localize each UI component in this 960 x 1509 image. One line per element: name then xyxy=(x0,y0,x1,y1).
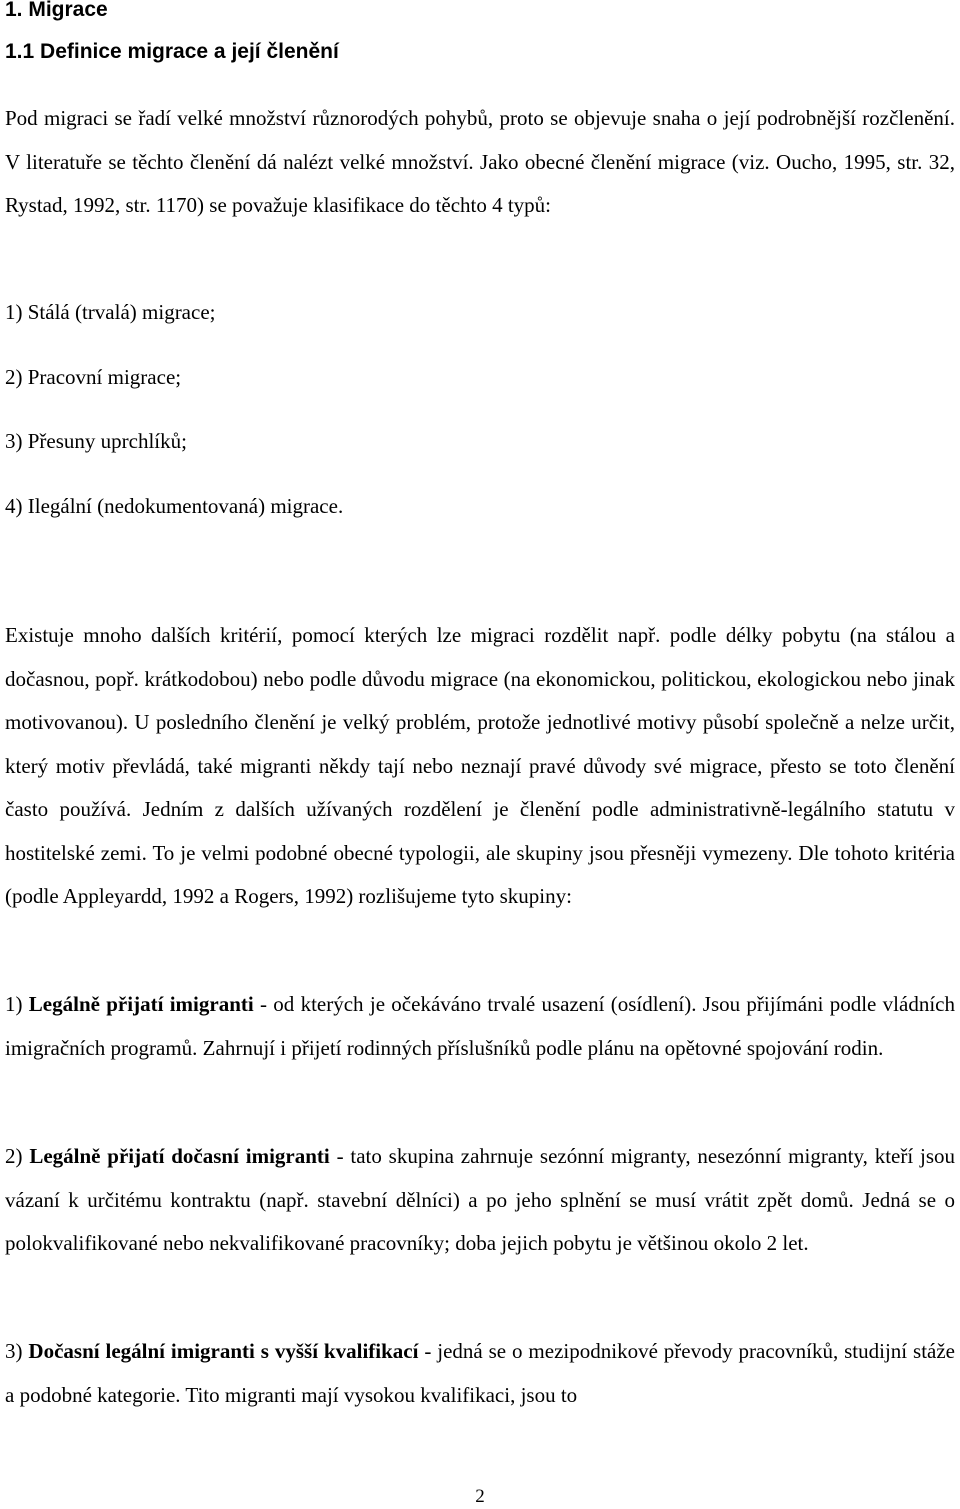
group-term: Legálně přijatí imigranti xyxy=(28,992,254,1016)
group-text: - tato skupina zahrnuje sezónní migranty, nesezónní migranty, kteří jsou vázaní k určitému kontraktu (např. stavební dělníci) a po jeho splnění se musí vrátit zpět domů. Jedná se o polokvalifikované nebo nekvalifikované pracovníky; doba jejich pobytu je většinou okolo 2 let. xyxy=(5,1144,955,1255)
criteria-paragraph: Existuje mnoho dalších kritérií, pomocí kterých lze migraci rozdělit např. podle délky pobytu (na stálou a dočasnou, popř. krátkodobou) nebo podle důvodu migrace (na ekonomickou, politickou, ekologickou nebo jinak motivovanou). U posledního členění je velký problém, protože jednotlivé motivy působí společně a nelze určit, který motiv převládá, také migranti někdy tají nebo neznají pravé důvody své migrace, přesto se toto členění často používá. Jedním z dalších užívaných rozdělení je členění podle administrativně-legálního statutu v hostitelské zemi. To je velmi podobné obecné typologii, ale skupiny jsou přesněji vymezeny. Dle tohoto kritéria (podle Appleyardd, 1992 a Rogers, 1992) rozlišujeme tyto skupiny: xyxy=(5,623,955,908)
list-item: 2) Pracovní migrace; xyxy=(5,365,182,389)
section-heading: 1.1 Definice migrace a její členění xyxy=(5,40,339,63)
intro-paragraph: Pod migraci se řadí velké množství různorodých pohybů, proto se objevuje snaha o její podrobnější rozčlenění. V literatuře se těchto členění dá nalézt velké množství. Jako obecné členění migrace (viz. Oucho, 1995, str. 32, Rystad, 1992, str. 1170) se považuje klasifikace do těchto 4 typů: xyxy=(5,106,955,217)
group-number: 2) xyxy=(5,1144,30,1168)
group-text: - od kterých je očekáváno trvalé usazení (osídlení). Jsou přijímáni podle vládních imigračních programů. Zahrnují i přijetí rodinných příslušníků podle plánu na opětovné spojování rodin. xyxy=(5,992,955,1060)
group-paragraph-3 xyxy=(5,1330,955,1417)
group-term: Dočasní legální imigranti s vyšší kvalifikací xyxy=(28,1339,419,1363)
list-item: 4) Ilegální (nedokumentovaná) migrace. xyxy=(5,494,344,518)
group-text: - jedná se o mezipodnikové převody pracovníků, studijní stáže a podobné kategorie. Tito migranti mají vysokou kvalifikaci, jsou to xyxy=(5,1339,956,1407)
list-item: 3) Přesuny uprchlíků; xyxy=(5,429,187,453)
group-paragraph-2 xyxy=(5,1135,955,1266)
group-number: 1) xyxy=(5,992,29,1016)
group-paragraph-1 xyxy=(5,983,955,1070)
list-item: 1) Stálá (trvalá) migrace; xyxy=(5,300,216,324)
chapter-heading: 1. Migrace xyxy=(5,0,108,21)
group-number: 3) xyxy=(5,1339,29,1363)
group-term: Legálně přijatí dočasní imigranti xyxy=(29,1144,330,1168)
page-number: 2 xyxy=(475,1486,485,1507)
